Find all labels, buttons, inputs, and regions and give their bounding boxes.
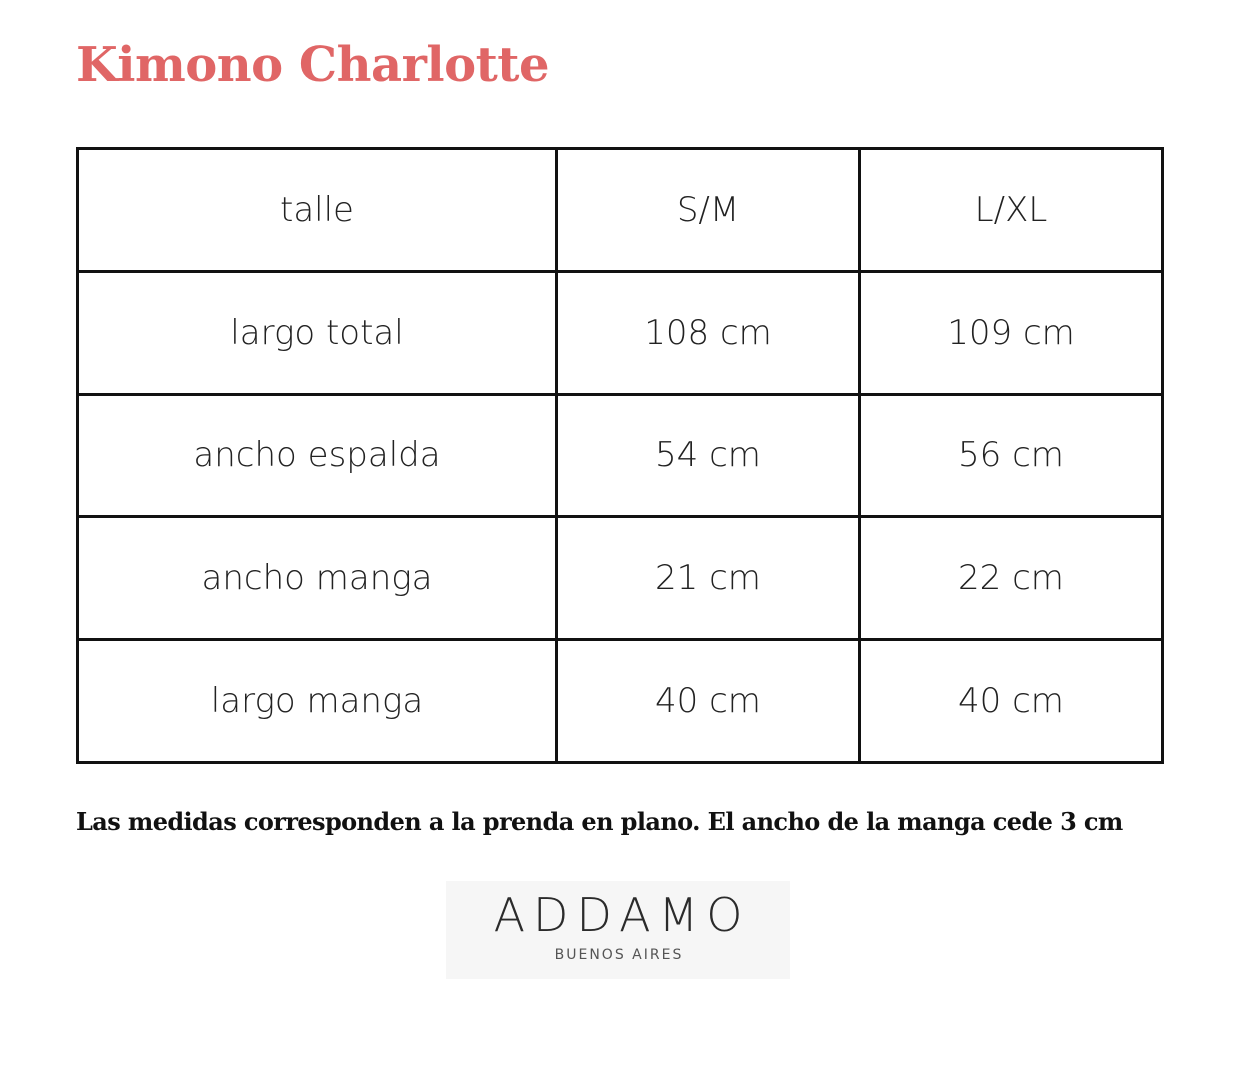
row-label: largo total — [78, 271, 557, 394]
table-cell: 22 cm — [860, 517, 1163, 640]
table-cell: 21 cm — [557, 517, 860, 640]
table-cell: 109 cm — [860, 271, 1163, 394]
table-cell: 56 cm — [860, 394, 1163, 517]
table-row — [78, 271, 1163, 394]
row-label: largo manga — [78, 640, 557, 763]
row-label: ancho manga — [78, 517, 557, 640]
header-cell-lxl: L/XL — [860, 149, 1163, 272]
header-cell-size: talle — [78, 149, 557, 272]
table-row — [78, 640, 1163, 763]
measurement-note: Las medidas corresponden a la prenda en plano. El ancho de la manga cede 3 cm — [76, 807, 1123, 836]
row-label: ancho espalda — [78, 394, 557, 517]
table-cell: 54 cm — [557, 394, 860, 517]
table-row — [78, 517, 1163, 640]
page-title: Kimono Charlotte — [76, 37, 550, 93]
size-table — [76, 147, 1164, 764]
brand-logo — [446, 881, 790, 979]
logo-subtitle: BUENOS AIRES — [554, 947, 684, 963]
logo-wordmark: ADDAMO — [493, 888, 751, 942]
table-row — [78, 394, 1163, 517]
table-cell: 108 cm — [557, 271, 860, 394]
table-cell: 40 cm — [557, 640, 860, 763]
table-header-row — [78, 149, 1163, 272]
table-cell: 40 cm — [860, 640, 1163, 763]
header-cell-sm: S/M — [557, 149, 860, 272]
